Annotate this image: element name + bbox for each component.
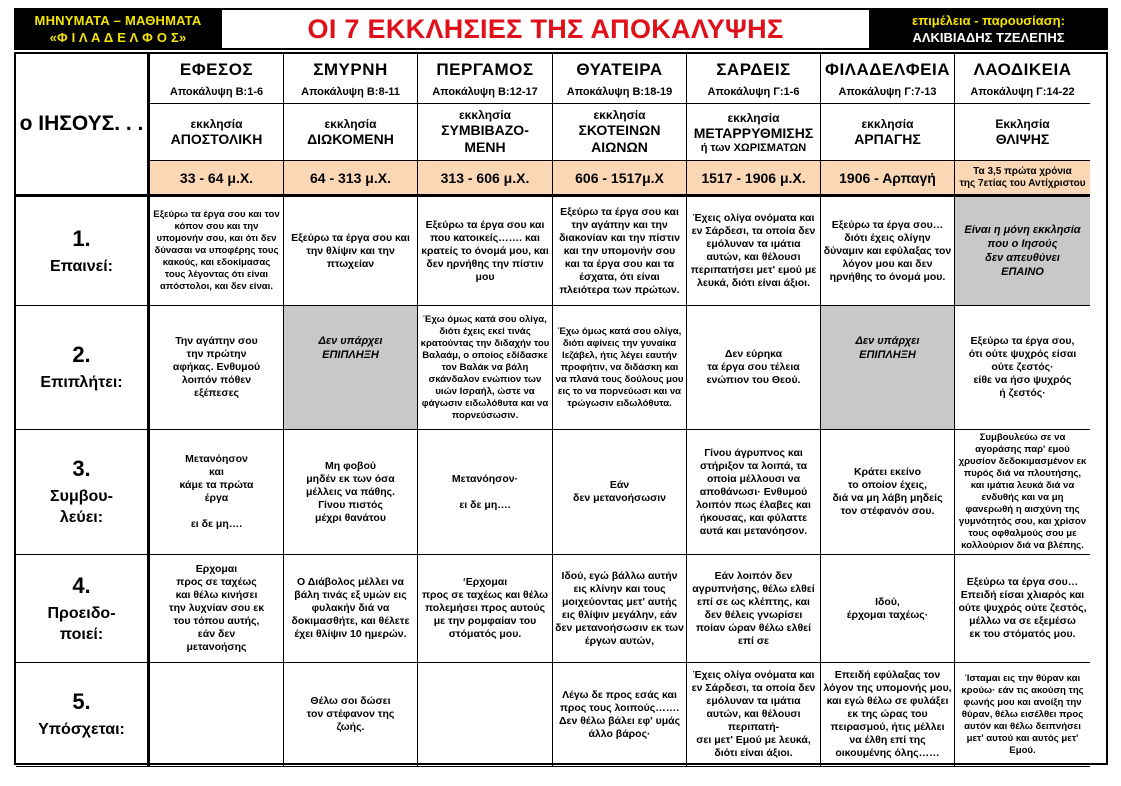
scripture-reference: Αποκάλυψη Β:1-6 bbox=[169, 85, 264, 98]
scripture-reference: Αποκάλυψη Γ:1-6 bbox=[707, 85, 800, 98]
content-cell bbox=[284, 306, 418, 430]
period-text: 606 - 1517μ.Χ bbox=[575, 169, 664, 186]
church-type bbox=[150, 104, 284, 161]
period-text: 33 - 64 μ.Χ. bbox=[179, 169, 254, 186]
cell-text: Θέλω σοι δώσει τον στέφανον της ζωής. bbox=[306, 695, 395, 733]
church-label: εκκλησία bbox=[861, 116, 914, 131]
content-cell bbox=[284, 555, 418, 663]
poster bbox=[14, 8, 1108, 765]
period-text: 313 - 606 μ.Χ. bbox=[440, 169, 530, 186]
cell-text: Εξεύρω τα έργα σου και την θλίψιν και την πτωχείαν bbox=[291, 231, 410, 270]
church-name: ΘΛΙΨΗΣ bbox=[995, 130, 1050, 147]
city-name: ΘΥΑΤΕΙΡΑ bbox=[576, 59, 663, 79]
content-cell bbox=[553, 555, 687, 663]
content-cell bbox=[821, 197, 955, 306]
row-number: 4. bbox=[72, 572, 91, 598]
scripture-reference: Αποκάλυψη Β:18-19 bbox=[566, 85, 673, 98]
cell-text: Εξεύρω τα έργα σου και που κατοικείς……. και κρατείς το όνομά μου, και δεν ηρνήθης την πίστιν μου bbox=[421, 218, 549, 283]
series-subtitle: «Φ Ι Λ Α Δ Ε Λ Φ Ο Σ» bbox=[49, 30, 187, 45]
content-cell bbox=[418, 663, 553, 767]
cell-text: Εξεύρω τα έργα σου και τον κόπον σου και την υπομονήν σου, και ότι δεν δύνασαι να υποφέρης τους κακούς, και εδοκίμασας τους λέγοντας ότι είναι απόστολοι, και δεν είναι. bbox=[153, 209, 280, 292]
author-name: ΑΛΚΙΒΙΑΔΗΣ ΤΖΕΛΕΠΗΣ bbox=[912, 30, 1065, 45]
series-label bbox=[14, 8, 222, 50]
cell-text: Μετανόησον και κάμε τα πρώτα έργα ει δε μη…. bbox=[179, 453, 254, 530]
cell-text: Δεν εύρηκα τα έργα σου τέλεια ενώπιον του Θεού. bbox=[706, 348, 801, 386]
period-cell bbox=[553, 161, 687, 197]
cell-text: Εξεύρω τα έργα σου, ότι ούτε ψυχρός είσαι ούτε ζεστός· είθε να ήσο ψυχρός ή ζεστός· bbox=[968, 335, 1077, 399]
content-cell bbox=[821, 663, 955, 767]
church-label: εκκλησία bbox=[593, 108, 646, 122]
row-label: Υπόσχεται: bbox=[38, 721, 125, 738]
churches-table bbox=[14, 52, 1108, 765]
cell-text: Έχεις ολίγα ονόματα και εν Σάρδεσι, τα οποία δεν εμόλυναν τα ιμάτια αυτών, και θέλουσι περιπατή- σει μετ' Εμού με λευκά, διότι είναι άξιοι. bbox=[691, 669, 816, 759]
row-header bbox=[16, 663, 150, 767]
content-cell bbox=[955, 555, 1090, 663]
church-type bbox=[418, 104, 553, 161]
church-label: εκκλησία bbox=[458, 108, 511, 122]
city-name: ΣΑΡΔΕΙΣ bbox=[716, 59, 791, 79]
content-cell bbox=[687, 663, 821, 767]
city-name: ΕΦΕΣΟΣ bbox=[179, 59, 254, 79]
content-cell bbox=[955, 430, 1090, 555]
period-text: Τα 3,5 πρώτα χρόνια της 7ετίας του Αντίχριστου bbox=[959, 165, 1086, 189]
content-cell bbox=[284, 197, 418, 306]
church-name: ΣΚΟΤΕΙΝΩΝ ΑΙΩΝΩΝ bbox=[578, 122, 661, 155]
row-number: 3. bbox=[72, 456, 91, 481]
church-label: εκκλησία bbox=[190, 116, 243, 131]
content-cell bbox=[150, 430, 284, 555]
city-header bbox=[284, 54, 418, 104]
content-cell bbox=[553, 306, 687, 430]
period-text: 1906 - Αρπαγή bbox=[839, 169, 936, 186]
city-header bbox=[553, 54, 687, 104]
scripture-reference: Αποκάλυψη Γ:14-22 bbox=[970, 85, 1075, 98]
no-rebuke-text: Δεν υπάρχει ΕΠΙΠΛΗΞΗ bbox=[318, 335, 383, 361]
cell-text: Μετανόησον· ει δε μη…. bbox=[451, 472, 519, 511]
row-header bbox=[16, 430, 150, 555]
church-type bbox=[284, 104, 418, 161]
row-header bbox=[16, 555, 150, 663]
row-number: 1. bbox=[72, 225, 91, 251]
content-cell bbox=[821, 306, 955, 430]
content-cell bbox=[553, 430, 687, 555]
content-cell bbox=[821, 555, 955, 663]
content-cell bbox=[955, 306, 1090, 430]
jesus-header-cell bbox=[16, 54, 150, 197]
cell-text: Έχω όμως κατά σου ολίγα, διότι έχεις εκεί τινάς κρατούντας την διδαχήν του Βαλαάμ, ο οποίος εδίδασκε τον Βαλάκ να βάλη σκάνδαλον ενώπιον των υιών Ισραήλ, ώστε να φάγωσιν ειδωλόθυτα και να πορνεύσωσιν. bbox=[420, 313, 550, 421]
scripture-reference: Αποκάλυψη Β:8-11 bbox=[301, 85, 400, 98]
cell-text: Συμβουλεύω σε να αγοράσης παρ' εμού χρυσίον δεδοκιμασμένον εκ πυρός διά να πλουτήσης, και ιμάτια λευκά διά να ενδυθής και να μη φανερωθή η αισχύνη της γυμνότητός σου, και χρίσον τους οφθαλμούς σου με κολλούριον διά να βλέπης. bbox=[958, 432, 1087, 551]
content-cell bbox=[955, 663, 1090, 767]
cell-text: Ιδού, έρχομαι ταχέως· bbox=[846, 595, 929, 621]
cell-text: Ο Διάβολος μέλλει να βάλη τινάς εξ υμών εις φυλακήν διά να δοκιμασθήτε, και θέλετε έχει θλίψιν 10 ημερών. bbox=[291, 576, 410, 640]
cell-text: Έχεις ολίγα ονόματα και εν Σάρδεσι, τα οποία δεν εμόλυναν τα ιμάτια αυτών, και θέλουσι περιπατήσει μετ' εμού με λευκά, διότι είναι άξιοι. bbox=[690, 212, 817, 289]
jesus-label: ο ΙΗΣΟΥΣ. . . bbox=[19, 112, 144, 135]
cell-text: ‘Ερχομαι προς σε ταχέως και θέλω πολεμήσει προς αυτούς με την ρομφαίαν του στόματός μου. bbox=[421, 576, 549, 640]
page-title: ΟΙ 7 ΕΚΚΛΗΣΙΕΣ ΤΗΣ ΑΠΟΚΑΛΥΨΗΣ bbox=[222, 8, 869, 50]
period-text: 1517 - 1906 μ.Χ. bbox=[701, 169, 806, 186]
content-cell bbox=[150, 197, 284, 306]
church-name: ΜΕΤΑΡΡΥΘΜΙΣΗΣ bbox=[693, 124, 814, 141]
row-label: Προειδο- ποιεί: bbox=[47, 604, 116, 643]
content-cell bbox=[284, 663, 418, 767]
cell-text: Γίνου άγρυπνος και στήριξον τα λοιπά, τα οποία μέλλουσι να αποθάνωσι· Ενθυμού λοιπόν πως έλαβες και ήκουσας, και φύλαττε αυτά και μετανόησον. bbox=[696, 446, 811, 537]
cell-text: Μη φοβού μηδέν εκ των όσα μέλλεις να πάθης. Γίνου πιστός μέχρι θανάτου bbox=[306, 459, 395, 524]
scripture-reference: Αποκάλυψη Β:12-17 bbox=[432, 85, 538, 98]
church-label: Εκκλησία bbox=[995, 116, 1050, 131]
content-cell bbox=[687, 197, 821, 306]
row-number: 5. bbox=[72, 689, 91, 714]
period-cell bbox=[418, 161, 553, 197]
content-cell bbox=[150, 555, 284, 663]
church-name: ΑΡΠΑΓΗΣ bbox=[854, 130, 921, 147]
content-cell bbox=[955, 197, 1090, 306]
content-cell bbox=[553, 197, 687, 306]
city-name: ΛΑΟΔΙΚΕΙΑ bbox=[973, 59, 1072, 79]
city-name: ΠΕΡΓΑΜΟΣ bbox=[436, 59, 534, 79]
city-header bbox=[418, 54, 553, 104]
content-cell bbox=[150, 663, 284, 767]
church-label: εκκλησία bbox=[324, 116, 377, 131]
cell-text: Εξεύρω τα έργα σου… διότι έχεις ολίγην δύναμιν και εφύλαξας τον λόγον μου και δεν ηρνήθης το όνομά μου. bbox=[823, 218, 952, 283]
city-header bbox=[821, 54, 955, 104]
cell-text: Ερχομαι προς σε ταχέως και θέλω κινήσει την λυχνίαν σου εκ του τόπου αυτής, εάν δεν μετανοήσης bbox=[168, 563, 265, 653]
content-cell bbox=[553, 663, 687, 767]
row-number: 2. bbox=[72, 342, 91, 367]
row-label: Συμβου- λεύει: bbox=[50, 488, 113, 526]
credits bbox=[869, 8, 1108, 50]
content-cell bbox=[418, 197, 553, 306]
church-type bbox=[687, 104, 821, 161]
no-rebuke-text: Δεν υπάρχει ΕΠΙΠΛΗΞΗ bbox=[855, 335, 920, 361]
series-title: ΜΗΝΥΜΑΤΑ – ΜΑΘΗΜΑΤΑ bbox=[34, 13, 202, 28]
period-text: 64 - 313 μ.Χ. bbox=[310, 169, 391, 186]
cell-text: Κράτει εκείνο το οποίον έχεις, διά να μη λάβη μηδείς τον στέφανόν σου. bbox=[832, 466, 943, 517]
content-cell bbox=[821, 430, 955, 555]
church-type bbox=[955, 104, 1090, 161]
cell-text: Ιδού, εγώ βάλλω αυτήν εις κλίνην και τους μοιχεύοντας μετ' αυτής εις θλίψιν μεγάλην, εάν δεν μετανοήσωσιν εκ των έργων αυτών, bbox=[555, 569, 684, 647]
church-name: ΔΙΩΚΟΜΕΝΗ bbox=[307, 130, 394, 147]
credit-label: επιμέλεια - παρουσίαση: bbox=[912, 13, 1065, 28]
cell-text: Ίσταμαι εις την θύραν και κρούω· εάν τις ακούση της φωνής μου και ανοίξη την θύραν, θέλω εισέλθει προς αυτόν και θέλω δειπνήσει μετ' αυτού και αυτός μετ' Εμού. bbox=[961, 672, 1084, 756]
city-header bbox=[955, 54, 1090, 104]
cell-text: Την αγάπην σου την πρώτην αφήκας. Ενθυμού λοιπόν πόθεν εξέπεσες bbox=[172, 335, 261, 399]
period-cell bbox=[150, 161, 284, 197]
city-header bbox=[687, 54, 821, 104]
cell-text: Εάν λοιπόν δεν αγρυπνήσης, θέλω ελθεί επί σε ως κλέπτης, και δεν θέλεις γνωρίσει ποίαν ώραν θέλω ελθεί επί σε bbox=[692, 569, 815, 647]
city-name: ΦΙΛΑΔΕΛΦΕΙΑ bbox=[825, 59, 950, 79]
cell-text: Λέγω δε προς εσάς και προς τους λοιπούς……. Δεν θέλω βάλει εφ' υμάς άλλο βάρος· bbox=[558, 688, 681, 740]
cell-text: Έχω όμως κατά σου ολίγα, διότι αφίνεις την γυναίκα Ιεζάβελ, ήτις λέγει εαυτήν προφήτιν, να διδάσκη και να πλανά τους δούλους μου εις το να πορνεύωσι και να τρώγωσιν ειδωλόθυτα. bbox=[555, 325, 684, 409]
cell-text: Εάν δεν μετανοήσωσιν bbox=[572, 479, 667, 504]
content-cell bbox=[687, 555, 821, 663]
content-cell bbox=[418, 430, 553, 555]
cell-text: Επειδή εφύλαξας τον λόγον της υπομονής μου, και εγώ θέλω σε φυλάξει εκ της ώρας του πειρασμού, ήτις μέλλει να έλθη επί της οικουμένης όλης…… bbox=[823, 669, 952, 759]
row-header bbox=[16, 197, 150, 306]
row-label: Επιπλήτει: bbox=[40, 374, 123, 391]
no-rebuke-text: Είναι η μόνη εκκλησία που ο Ιησούς δεν απευθύνει ΕΠΑΙΝΟ bbox=[964, 224, 1081, 278]
church-name: ΑΠΟΣΤΟΛΙΚΗ bbox=[170, 130, 263, 147]
period-cell bbox=[955, 161, 1090, 197]
row-label: Επαινεί: bbox=[49, 257, 114, 275]
content-cell bbox=[418, 555, 553, 663]
church-type bbox=[821, 104, 955, 161]
period-cell bbox=[821, 161, 955, 197]
content-cell bbox=[418, 306, 553, 430]
cell-text: Εξεύρω τα έργα σου… Επειδή είσαι χλιαρός και ούτε ψυχρός ούτε ζεστός, μέλλω να σε εξεμέσω εκ του στόματός μου. bbox=[958, 576, 1087, 640]
content-cell bbox=[687, 430, 821, 555]
content-cell bbox=[284, 430, 418, 555]
period-cell bbox=[687, 161, 821, 197]
content-cell bbox=[150, 306, 284, 430]
content-cell bbox=[687, 306, 821, 430]
church-label: εκκλησία bbox=[727, 110, 780, 125]
church-name: ΣΥΜΒΙΒΑΖΟ- ΜΕΝΗ bbox=[441, 122, 529, 155]
city-header bbox=[150, 54, 284, 104]
cell-text: Εξεύρω τα έργα σου και την αγάπην και την διακονίαν και την πίστιν και την υπομονήν σου και τα έργα σου και τα έσχατα, ότι είναι πλειότερα των πρώτων. bbox=[559, 205, 680, 296]
city-name: ΣΜΥΡΝΗ bbox=[313, 59, 388, 79]
row-header bbox=[16, 306, 150, 430]
church-subtitle: ή των ΧΩΡΙΣΜΑΤΩΝ bbox=[700, 141, 807, 154]
church-type bbox=[553, 104, 687, 161]
period-cell bbox=[284, 161, 418, 197]
scripture-reference: Αποκάλυψη Γ:7-13 bbox=[838, 85, 937, 98]
